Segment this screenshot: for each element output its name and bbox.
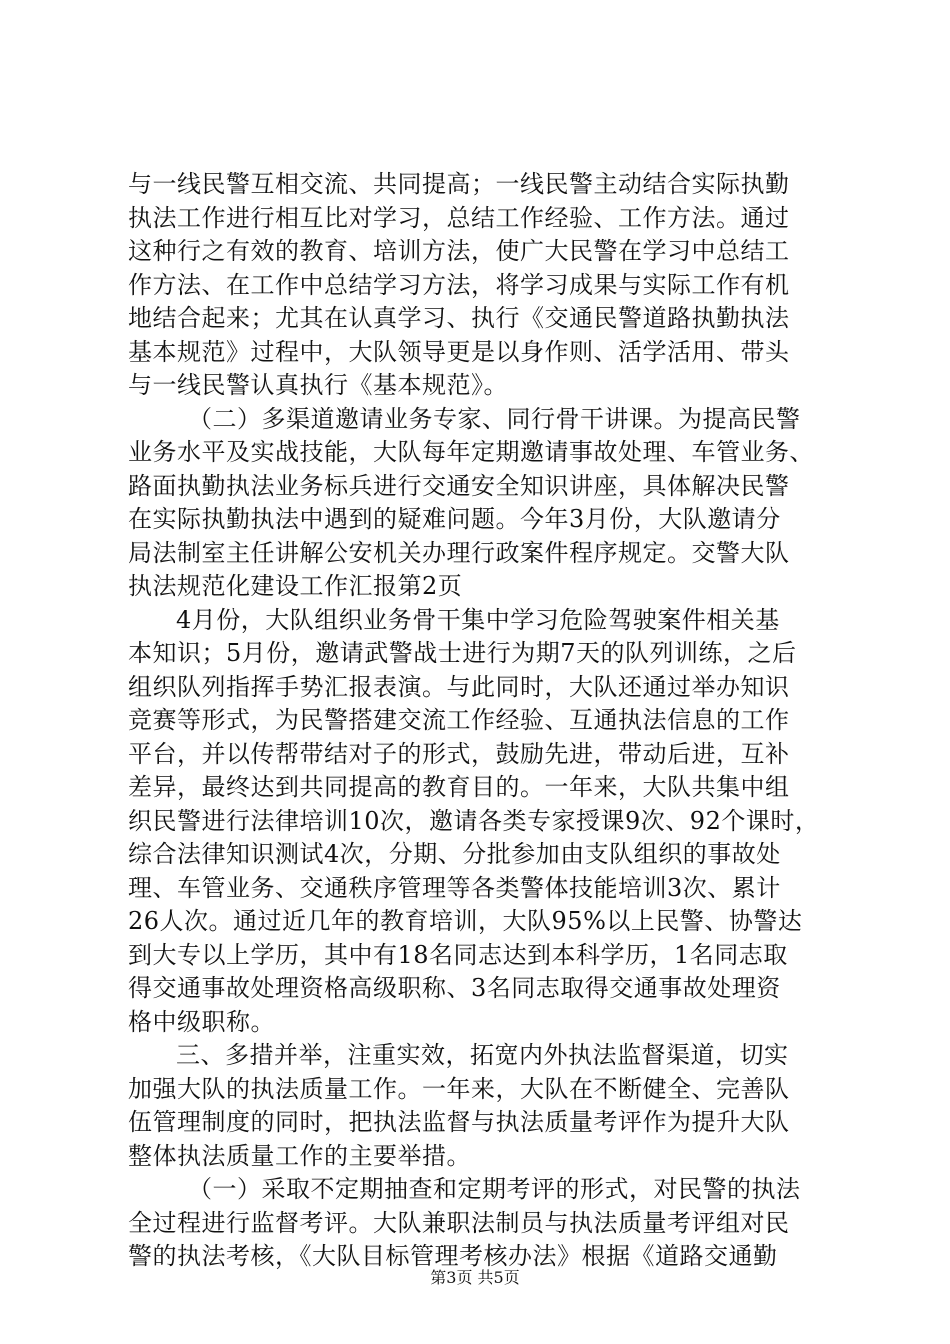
- text-line: 与一线民警认真执行《基本规范》。: [128, 371, 508, 399]
- text-line: 格中级职称。: [128, 1007, 275, 1036]
- paragraph-start-line: 4月份，大队组织业务骨干集中学习危险驾驶案件相关基: [176, 605, 780, 634]
- text-line: 执法规范化建设工作汇报第2页: [128, 572, 463, 600]
- text-line: 与一线民警互相交流、共同提高；一线民警主动结合实际执勤: [128, 170, 790, 198]
- text-line: 这种行之有效的教育、培训方法，使广大民警在学习中总结工: [128, 237, 790, 265]
- text-line: 局法制室主任讲解公安机关办理行政案件程序规定。交警大队: [128, 538, 790, 567]
- text-line: 得交通事故处理资格高级职称、3名同志取得交通事故处理资: [128, 974, 781, 1002]
- paragraph-start-line: （二）多渠道邀请业务专家、同行骨干讲课。为提高民警: [188, 404, 801, 433]
- text-line: 理、车管业务、交通秩序管理等各类警体技能培训3次、累计: [128, 873, 781, 902]
- document-body: [128, 168, 832, 1274]
- text-line: 作方法、在工作中总结学习方法，将学习成果与实际工作有机: [128, 270, 790, 299]
- text-line: 业务水平及实战技能，大队每年定期邀请事故处理、车管业务、: [128, 438, 814, 466]
- page-footer: [0, 1268, 950, 1288]
- text-line: 全过程进行监督考评。大队兼职法制员与执法质量考评组对民: [128, 1208, 790, 1237]
- text-line: 26人次。通过近几年的教育培训，大队95%以上民警、协警达: [128, 907, 803, 935]
- paragraph-start-line: （一）采取不定期抽查和定期考评的形式，对民警的执法: [188, 1175, 801, 1203]
- text-line: 到大专以上学历，其中有18名同志达到本科学历，1名同志取: [128, 940, 788, 969]
- text-line: 综合法律知识测试4次，分期、分批参加由支队组织的事故处: [128, 840, 781, 868]
- text-line: 地结合起来；尤其在认真学习、执行《交通民警道路执勤执法: [128, 304, 790, 332]
- text-line: 整体执法质量工作的主要举措。: [128, 1141, 471, 1170]
- text-line: 织民警进行法律培训10次，邀请各类专家授课9次、92个课时，: [128, 806, 820, 835]
- text-line: 伍管理制度的同时，把执法监督与执法质量考评作为提升大队: [128, 1108, 790, 1136]
- text-line: 平台，并以传帮带结对子的形式，鼓励先进，带动后进，互补: [128, 739, 790, 768]
- text-line: 本知识；5月份，邀请武警战士进行为期7天的队列训练，之后: [128, 639, 797, 667]
- text-line: 竞赛等形式，为民警搭建交流工作经验、互通执法信息的工作: [128, 706, 790, 734]
- text-line: 执法工作进行相互比对学习，总结工作经验、工作方法。通过: [128, 203, 790, 232]
- text-line: 基本规范》过程中，大队领导更是以身作则、活学活用、带头: [128, 337, 790, 366]
- text-line: 路面执勤执法业务标兵进行交通安全知识讲座，具体解决民警: [128, 471, 790, 500]
- page-number: 第3页 共5页: [430, 1268, 520, 1287]
- text-line: 警的执法考核，《大队目标管理考核办法》根据《道路交通勤: [128, 1242, 778, 1270]
- text-line: 在实际执勤执法中遇到的疑难问题。今年3月份，大队邀请分: [128, 505, 781, 533]
- text-line: 加强大队的执法质量工作。一年来，大队在不断健全、完善队: [128, 1074, 790, 1103]
- text-line: 差异，最终达到共同提高的教育目的。一年来，大队共集中组: [128, 773, 790, 801]
- text-line: 组织队列指挥手势汇报表演。与此同时，大队还通过举办知识: [128, 672, 790, 701]
- paragraph-start-line: 三、多措并举，注重实效，拓宽内外执法监督渠道，切实: [176, 1041, 789, 1069]
